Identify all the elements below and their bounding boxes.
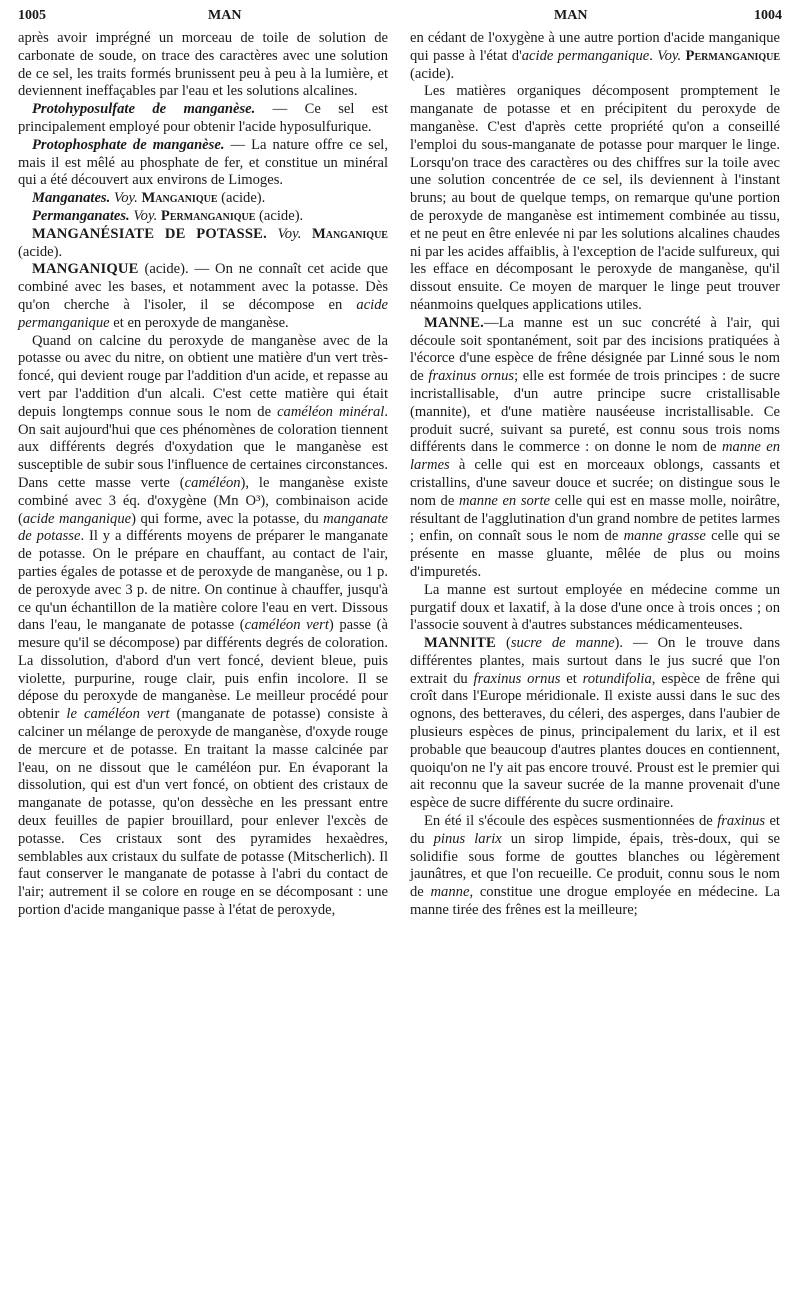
entry-manganique: MANGANIQUE (acide). — On ne connaît cet acide que combiné avec les bases, et notamment avec la potasse. Dès qu'on cherche à l'isoler, il se décompose en acide permanganique et en peroxyde de manganèse. bbox=[18, 261, 388, 331]
right-column bbox=[410, 30, 780, 920]
linge-marking-paragraph: Les matières organiques décomposent promptement le manganate de potasse et en précipitent du peroxyde de manganèse. C'est d'après cette propriété qu'on a conseillé l'emploi du sous-manganate de potasse pour marquer le linge. Lorsqu'on trace des caractères ou des chiffres sur la toile avec une solution concentrée de ce sel, ils deviennent à l'instant bruns; au bout de quelque temps, on remarque qu'une portion de peroxyde de manganèse est intimement combinée au tissu, et ne peut en être enlevée ni par les solutions alcalines chaudes ni par les acides affaiblis, à l'exception de l'acide sulfureux, qui les efface en décomposant le peroxyde de manganèse, qu'il dissout ensuite. Ce moyen de marquer le linge peut trouver néanmoins quelques applications utiles. bbox=[410, 83, 780, 313]
manne-uses-paragraph: La manne est surtout employée en médecine comme un purgatif doux et laxatif, à la dose d'une once à trois onces ; on l'associe souvent à d'autres substances médicamenteuses. bbox=[410, 581, 780, 634]
left-page-number: 1005 bbox=[18, 8, 46, 23]
mannite-body: En été il s'écoule des espèces susmentionnées de fraxinus et du pinus larix un sirop limpide, épais, très-doux, qui se solidifie sous forme de gouttes blanches ou légèrement jaunâtres, et que l'on recueille. Ce produit, connu sous le nom de manne, constitue une drogue employée en médecine. La manne tirée des frênes est la meilleure; bbox=[410, 813, 780, 919]
paragraph-continuation: après avoir imprégné un morceau de toile de solution de carbonate de soude, on trace des caractères avec une solution de ce sel, les traits formés brunissent peu à peu à la lumière, et deviennent ineffaçables par l'eau et les solutions alcalines. bbox=[18, 30, 388, 100]
left-guide-word: MAN bbox=[208, 8, 242, 23]
manganique-body: Quand on calcine du peroxyde de manganèse avec de la potasse ou avec du nitre, on obtient une matière d'un vert très-foncé, qui devient rouge par l'addition d'un acide, et repasse au vert par l'addition d'un alcali. C'est cette matière qui était depuis longtemps connue sous le nom de caméléon minéral. On sait aujourd'hui que ces phénomènes de coloration tiennent aux différents degrés d'oxydation que le manganèse est susceptible de subir sous l'influence de certaines circonstances. Dans cette masse verte (caméléon), le manganèse existe combiné avec 3 éq. d'oxygène (Mn O³), combinaison acide (acide manganique) qui forme, avec la potasse, du manganate de potasse. Il y a différents moyens de préparer le manganate de potasse. On le prépare en chauffant, au contact de l'air, parties égales de potasse et de peroxyde de manganèse, ou 1 p. de peroxyde avec 3 p. de nitre. On continue à chauffer, jusqu'à ce qu'un échantillon de la matière colore l'eau en vert. Dissous dans l'eau, le manganate de potasse (caméléon vert) passe (à mesure qu'il se décompose) par différents degrés de coloration. La dissolution, d'abord d'un vert foncé, devient bleue, puis violette, purpurine, rouge clair, puis enfin incolore. Il se dépose du peroxyde de manganèse. Le meilleur procédé pour obtenir le caméléon vert (manganate de potasse) consiste à calciner un mélange de peroxyde de manganèse, d'oxyde rouge de mercure et de potasse. En traitant la masse calcinée par l'eau, on ne dissout que le caméléon pur. En évaporant la dissolution, qui est d'un vert foncé, on obtient des cristaux de manganate de potasse, qu'on dessèche en les pressant entre deux feuilles de papier brouillard, pour enlever l'excès de potasse. Ces cristaux sont des pyramides hexaèdres, semblables aux cristaux du sulfate de potasse (Mitscherlich). Il faut conserver le manganate de potasse à l'abri du contact de l'air; autrement il se colore en rouge en se décomposant : une portion d'acide manganique passe à l'état de peroxyde, bbox=[18, 332, 389, 919]
running-head bbox=[18, 8, 782, 30]
entry-protophosphate: Protophosphate de manganèse. — La nature offre ce sel, mais il est mêlé au phosphate de fer, et constitue un minéral qui a été découvert aux environs de Limoges. bbox=[18, 136, 388, 189]
entry-mannite: MANNITE (sucre de manne). — On le trouve dans différentes plantes, mais surtout dans le jus sucré que l'on extrait du fraxinus ornus et rotundifolia, espèce de frêne qui croît dans l'Europe méridionale. Il existe aussi dans le suc des ognons, des betteraves, du céleri, des asperges, dans l'aubier de plusieurs espèces de pinus, principalement du larix, et il est probable que beaucoup d'autres plantes douces en contiennent, quoiqu'on ne l'y ait pas encore trouvé. Proust est le premier qui ait reconnu que la saveur sucrée de la manne provenait d'une espèce de sucre différente du sucre ordinaire. bbox=[410, 635, 781, 812]
right-page-number: 1004 bbox=[754, 8, 782, 23]
entry-protohyposulfate: Protohyposulfate de manganèse. — Ce sel est principalement employé pour obtenir l'acide hyposulfurique. bbox=[18, 101, 388, 135]
entry-manganesiate: MANGANÉSIATE DE POTASSE. Voy. Manganique (acide). bbox=[18, 225, 388, 260]
entry-manganates: Manganates. Voy. Manganique (acide). bbox=[32, 190, 266, 207]
right-guide-word: MAN bbox=[554, 8, 588, 23]
entry-permanganates: Permanganates. Voy. Permanganique (acide). bbox=[32, 207, 304, 224]
entry-manne: MANNE.—La manne est un suc concrété à l'air, qui découle soit spontanément, soit par des incisions pratiquées à l'écorce d'une espèce de frêne désignée par Linné sous le nom de fraxinus ornus; elle est formée de trois principes : de sucre incristallisable, d'un autre principe sucre cristallisable (mannite), et d'une matière nauséeuse incristallisable. Ce produit sucré, suivant sa pureté, est connu sous trois noms différents dans le commerce : on donne le nom de manne en larmes à celle qui est en morceaux oblongs, cassants et cristallins, d'une saveur douce et sucrée; on distingue sous le nom de manne en sorte celle qui est en masse molle, noirâtre, résultant de l'agglutination d'un grand nombre de petites larmes ; enfin, on connaît sous le nom de manne grasse celle qui se présente en masse gluante, mêlée de plus ou moins d'impuretés. bbox=[410, 314, 781, 580]
left-column bbox=[18, 30, 388, 920]
paragraph-continuation: en cédant de l'oxygène à une autre portion d'acide manganique qui passe à l'état d'acide permanganique. Voy. Permanganique (acide). bbox=[410, 30, 781, 82]
